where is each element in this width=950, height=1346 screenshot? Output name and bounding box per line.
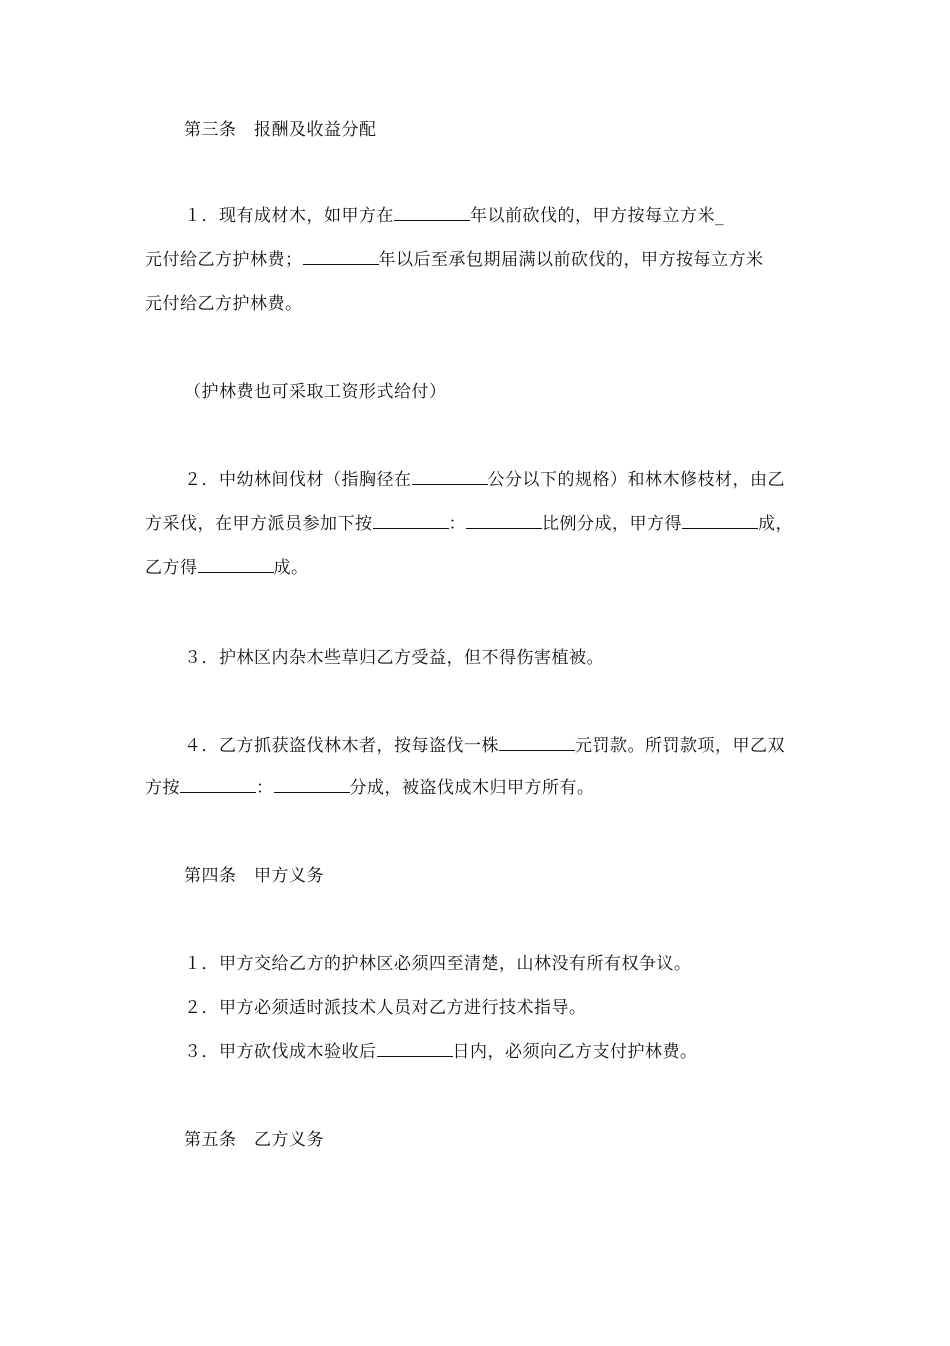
fill-in-blank[interactable] — [303, 248, 379, 265]
fill-in-blank[interactable] — [394, 204, 470, 221]
fill-in-blank[interactable] — [373, 512, 449, 529]
article3-item2-line3: 乙方得 成。 — [145, 558, 309, 578]
article3-item2-line2: 方采伐，在甲方派员参加下按 ： 比例分成，甲方得 成， — [145, 514, 793, 534]
article3-item4-line2: 方按 ： 分成，被盗伐成木归甲方所有。 — [145, 778, 595, 798]
fill-in-blank[interactable] — [377, 1040, 453, 1057]
article3-item3: ３．护林区内杂木些草归乙方受益，但不得伤害植被。 — [184, 648, 604, 668]
article3-item4-line1: ４．乙方抓获盗伐林木者，按每盗伐一株 元罚款。所罚款项，甲乙双 — [184, 736, 785, 756]
fill-in-blank[interactable] — [198, 556, 274, 573]
fill-in-blank[interactable] — [412, 468, 488, 485]
article5-heading: 第五条 乙方义务 — [184, 1130, 324, 1150]
article4-item1: １．甲方交给乙方的护林区必须四至清楚，山林没有所有权争议。 — [184, 954, 692, 974]
fill-in-blank[interactable] — [274, 776, 350, 793]
fill-in-blank[interactable] — [682, 512, 758, 529]
article3-heading: 第三条 报酬及收益分配 — [184, 120, 377, 140]
article4-heading: 第四条 甲方义务 — [184, 866, 324, 886]
article4-item2: ２．甲方必须适时派技术人员对乙方进行技术指导。 — [184, 998, 587, 1018]
fill-in-blank[interactable] — [499, 734, 575, 751]
article3-item2-line1: ２．中幼林间伐材（指胸径在 公分以下的规格）和林木修枝材，由乙 — [184, 470, 785, 490]
article3-item1-line1: １．现有成材木，如甲方在 年以前砍伐的，甲方按每立方米_ — [184, 206, 724, 226]
fill-in-blank[interactable] — [466, 512, 542, 529]
article3-note: （护林费也可采取工资形式给付） — [184, 382, 447, 402]
article3-item1-line2: 元付给乙方护林费； 年以后至承包期届满以前砍伐的，甲方按每立方米 — [145, 250, 764, 270]
fill-in-blank[interactable] — [180, 776, 256, 793]
article4-item3: ３．甲方砍伐成木验收后 日内，必须向乙方支付护林费。 — [184, 1042, 698, 1062]
article3-item1-line3: 元付给乙方护林费。 — [145, 294, 303, 314]
